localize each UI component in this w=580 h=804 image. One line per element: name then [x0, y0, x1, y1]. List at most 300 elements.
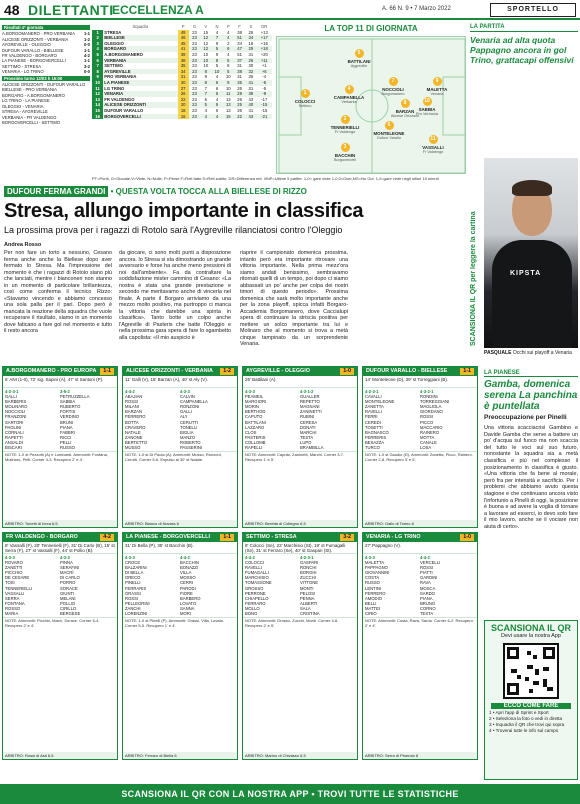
lineup-player: BARBERIS — [5, 399, 27, 405]
result-row — [2, 69, 90, 74]
player-team: Aygreville — [350, 64, 368, 68]
lineup-player: DE CESARE — [5, 575, 30, 581]
match-card — [122, 366, 238, 528]
match-card — [362, 532, 478, 760]
lineup-player: CAPUTO — [245, 414, 263, 420]
team-name: OLEGGIO — [104, 40, 124, 46]
standings-cell: 10 — [203, 51, 209, 57]
qr-side-text: SCANSIONA IL QR per leggere la cartina — [470, 211, 477, 346]
standings-cell: 13 — [223, 102, 234, 108]
player-name: MONTELEONE — [373, 131, 405, 136]
standings-cell: 37 — [234, 58, 245, 64]
standings-cell: 6 — [223, 46, 234, 52]
lineup-player: PASTERIS — [245, 434, 266, 440]
lineup-player: MACRÌ — [60, 570, 74, 576]
lineup-player: VERCELLI — [420, 560, 441, 566]
top11-player — [413, 135, 453, 154]
lineup-player: FIORE — [180, 590, 193, 596]
team-name: VENARIA — [103, 91, 177, 97]
lineup-player: FUMAGALLI — [245, 570, 269, 576]
match-lineups — [3, 388, 117, 451]
standings-cell: 4 — [227, 51, 230, 57]
lineup-player: ROSSI — [420, 565, 434, 571]
article-headline: Stresa, allungo importante in classifica — [4, 200, 364, 222]
result-match: A.BORGOMANERO - PRO VERBANIA — [2, 31, 76, 37]
standings-cell: 29 — [234, 91, 245, 97]
standings-cell: 41 — [248, 107, 254, 113]
standings-cell: 2 — [227, 40, 230, 46]
lineup-player: VASSALLI — [5, 590, 25, 596]
lineup-player: ROSSI — [125, 399, 139, 405]
standings-cell: 11 — [223, 91, 234, 97]
qr-code-icon[interactable] — [503, 643, 559, 699]
article-author: Andrea Rosso — [4, 242, 42, 248]
match-card — [362, 366, 478, 528]
results-column — [2, 24, 90, 174]
player-team: Verbania — [341, 100, 357, 104]
away-lineup — [300, 389, 355, 450]
standings-cell: 4 — [200, 114, 211, 120]
lineup-player: CIRIO — [365, 611, 377, 617]
player-number: 7 — [389, 77, 398, 86]
standings-col-header: S — [249, 24, 253, 29]
standings-cell: 25 — [234, 102, 245, 108]
team-name: VERBANIA — [103, 58, 177, 64]
lineup-player: SORACE — [60, 585, 78, 591]
lineup-player: FERRERO — [125, 414, 146, 420]
player-team: Fr Valdengo — [422, 150, 444, 154]
home-team: DUFOUR VARALLO — [366, 368, 417, 374]
lineup-player: ROBERTO — [180, 439, 201, 445]
lineup-player: MATTEI — [365, 605, 381, 611]
standings-cell: 43 — [245, 114, 256, 120]
match-teams: VENARIA - LG TRINO — [366, 534, 421, 540]
qr-steps — [485, 710, 577, 733]
player-name: BARZAN — [395, 109, 415, 114]
lineup-player: FERRERO — [365, 590, 386, 596]
kicker-text: • QUESTA VOLTA TOCCA ALLA BIELLESE DI RIZZO — [110, 187, 307, 196]
match-score: 1-1 — [100, 368, 114, 375]
formation: 4-4-2 — [125, 389, 135, 394]
standings-cell: 23 — [192, 51, 197, 57]
subsection-title: ECCELLENZA A — [112, 3, 204, 17]
standings-legend: PT=Punti, G=Giocate,V=Vinte, N=Nulle, P=Perse F=Reti fatte S=Reti subite, DR=Differenza reti. VMP=Ultime 5 partite. 1-0= gare vinte 1-0,0=Over,NG=No Gol. 1,0=gare vinte negli ultimi 15 minuti — [92, 176, 439, 181]
standings-cell: 7 — [211, 35, 222, 41]
away-team: VERBANIA — [184, 368, 213, 374]
formation: 4-2-3-1 — [365, 389, 379, 394]
match-notes: NOTE: 1-0 st Gaudio (D). Ammoniti: Zanetta, Picco, Rainero. Corner 2-8. Recupero 3' e 5'. — [363, 451, 477, 475]
top11-player — [329, 85, 369, 104]
footer-banner[interactable]: SCANSIONA IL QR CON LA NOSTRA APP • TROVI TUTTE LE STATISTICHE — [0, 784, 580, 804]
player-name: MALETTA — [426, 87, 448, 92]
standings-cell: 35 — [178, 63, 189, 69]
standings-cell: 23 — [192, 40, 197, 46]
formation: 4-3-3 — [125, 555, 135, 560]
match-notes: NOTE: 1-0 st Pinelli (P). Ammoniti: Grassi, Villa, Lovato. Corner 5-5. Recupero 1' e 4'. — [123, 617, 237, 641]
standings-cell: 2 — [92, 35, 103, 41]
match-header — [363, 533, 477, 542]
match-notes: NOTE: 1-0 st Pezzotti (A) e Lombardi. Ammoniti: Fontana, Molinaro, Pelli. Corner 4-3. Recupero 2' e 4'. — [3, 451, 117, 475]
lineup-player: RAPELLI — [245, 445, 263, 451]
lineup-player: MARIA — [5, 611, 19, 617]
lineup-player: RAPETTI — [5, 434, 23, 440]
standings-cell: 30 — [248, 63, 254, 69]
player-team: Borgovercelli — [334, 158, 356, 162]
lineup-player: BATTILANI — [245, 419, 266, 425]
team-name: AYGREVILLE — [103, 69, 177, 75]
standings-cell: 6 — [92, 58, 103, 64]
lineup-player: ZUCCHI — [300, 575, 316, 581]
standings-cell: 23 — [189, 102, 200, 108]
match-header — [123, 367, 237, 376]
lineup-player: BELLI — [365, 600, 377, 606]
formation: 3-5-2 — [60, 389, 70, 394]
lineup-player: PINNA — [60, 560, 73, 566]
lineup-player: BORGHI — [300, 570, 317, 576]
lineup-player: LOSA — [420, 445, 432, 451]
lineup-player: BERTHOD — [245, 409, 266, 415]
standings-cell: 23 — [192, 63, 197, 69]
match-card — [242, 366, 358, 528]
lineup-player: PELLI — [60, 439, 72, 445]
team-name: BORGOVERCELLI — [103, 114, 177, 120]
lineup-player: RAVELLI — [365, 409, 382, 415]
match-goals: 8' Colocci (Se), 22' Marchisio (St), 19' st Fumagalli (Se), 31' st Ferraro (Se), 40' st Gaspari (St). — [243, 542, 357, 554]
away-team: STRESA — [274, 534, 297, 540]
player-team: Borgomanero — [381, 92, 405, 96]
standings-cell: 32 — [245, 69, 256, 75]
lineup-player: ROVARO — [5, 560, 23, 566]
next-round-title: Prossimo turno 13/03 h 15:00 — [2, 76, 90, 81]
lineup-player: RONCHI — [300, 565, 317, 571]
match-teams: FR VALDENGO - BORGARO — [6, 534, 78, 540]
player-name: NOCCIOLI — [382, 87, 404, 92]
standings-cell: 51 — [237, 51, 242, 57]
standings-cell: 26 — [237, 96, 242, 102]
lineup-player: BRAMBILLA — [300, 445, 324, 451]
standings-col-header: N — [215, 24, 219, 29]
next-round-item: OLEGGIO - VENARIA — [2, 103, 44, 109]
lineup-player: GROSSO — [245, 585, 264, 591]
next-round-item: BORGOVERCELLI - SETTIMO — [2, 119, 61, 125]
standings-cell: 15 — [223, 114, 234, 120]
away-lineup — [60, 389, 115, 450]
next-round-item: STRESA - AYGREVILLE — [2, 109, 48, 115]
standings-cell: 4 — [204, 107, 207, 113]
away-team: OLEGGIO — [284, 368, 310, 374]
result-match: VENARIA - LG TRINO — [2, 69, 44, 75]
formation: 4-3-3 — [365, 555, 375, 560]
lineup-player: ROSSO — [5, 605, 21, 611]
standings-cell: 31 — [178, 74, 189, 80]
lineup-player: MACCARIO — [420, 424, 443, 430]
lineup-player: MILANI — [125, 404, 139, 410]
standings-cell: 5 — [211, 46, 222, 52]
away-lineup — [180, 555, 235, 616]
standings-cell: 10 — [200, 58, 211, 64]
formation: 4-3-3 — [180, 389, 190, 394]
standings-cell: 9 — [215, 51, 219, 57]
lineup-player: BACCHIN — [180, 560, 199, 566]
lineup-player: GASPARI — [300, 560, 319, 566]
away-team: LG TRINO — [394, 534, 421, 540]
top11-title: LA TOP 11 DI GIORNATA — [324, 24, 418, 33]
standings-cell: +17 — [257, 35, 273, 41]
lineup-player: MORI — [180, 611, 191, 617]
lineup-player: MUSSO — [125, 445, 141, 451]
standings-cell: 15 — [203, 29, 209, 35]
lineup-player: FERRERIS — [365, 434, 387, 440]
match-notes: NOTE: Ammoniti: Costa, Rava, Sardo. Corner 6-2. Recupero 2' e 4'. — [363, 617, 477, 641]
match-score: 1-0 — [340, 368, 354, 375]
lineup-player: TORREGGIANI — [420, 399, 450, 405]
match-teams: SETTIMO - STRESA — [246, 534, 297, 540]
match-goals: 25' Battilani (A). — [243, 376, 357, 388]
player-name: VASSALLI — [422, 145, 444, 150]
player-number: 4 — [345, 85, 354, 94]
formation: 4-3-3 — [5, 555, 15, 560]
lineup-player: BONO — [245, 611, 258, 617]
match-notes: NOTE: Ammoniti: Caputo, Zaninetti, Marchi. Corner 3-7. Recupero 1' e 5'. — [243, 451, 357, 475]
lineup-player: SALA — [300, 605, 311, 611]
player-number: 11 — [430, 136, 436, 142]
lineup-player: PENNA — [300, 595, 315, 601]
lineup-player: MARCHI — [300, 429, 317, 435]
lineup-player: RUSSO — [365, 580, 380, 586]
formation: 4-4-2 — [180, 555, 190, 560]
team-name: A.BORGOMANERO — [104, 51, 143, 57]
standings-cell: 4 — [215, 96, 219, 102]
lineup-player: CORNO — [420, 605, 436, 611]
lineup-player: PAPPAGNO — [365, 565, 388, 571]
lineup-player: AMODIO — [365, 595, 382, 601]
standings-cell: 5 — [211, 102, 222, 108]
top11-player — [369, 121, 409, 140]
standings-cell: +16 — [260, 40, 268, 46]
player-name: COLOCCI — [294, 99, 316, 104]
lineup-player: MOLLO — [245, 605, 260, 611]
standings-cell: 31 — [248, 51, 254, 57]
standings-cell: 9 — [92, 74, 103, 80]
match-referee: ARBITRO: Rossi di Asti 6,5 — [3, 752, 117, 759]
lineup-player: MOSSO — [180, 575, 196, 581]
lineup-player: SERRA — [5, 595, 20, 601]
standings-cell: 12 — [200, 35, 211, 41]
player-name: BATTILANI — [347, 59, 371, 64]
match-notes: NOTE: 1-0 st Di Paola (A). Ammoniti: Musso, Ronzoni, Cerutti. Corner 5-6. Espulso al 30' st Natale. — [123, 451, 237, 475]
result-score: 0-0 — [83, 69, 90, 75]
lineup-player: PASSERINI — [180, 445, 203, 451]
lineup-player: ABAJIAN — [125, 394, 143, 400]
lineup-player: SARTORI — [5, 419, 24, 425]
match-teams: ALICESE ORIZZONTI - VERBANIA — [126, 368, 213, 374]
standings-cell: 13 — [92, 97, 103, 103]
standings-cell: 35 — [248, 74, 254, 80]
match-header — [363, 367, 477, 376]
lineup-player: GIORDANO — [420, 409, 443, 415]
home-lineup — [5, 555, 60, 616]
results-title: Risultati 4ª giornata — [2, 25, 90, 30]
standings-cell: 11 — [92, 86, 103, 92]
team-name: DUFOUR VARALLO — [104, 107, 144, 113]
standings-cell: -17 — [261, 96, 268, 102]
lineup-player: MAGLIOLA — [420, 404, 442, 410]
player-name: CAMPANELLA — [333, 95, 365, 100]
result-match: ALICESE ORIZZONTI - VERBANIA — [2, 36, 69, 42]
player-name: BACCHIN — [334, 153, 356, 158]
standings-cell: 7 — [204, 85, 207, 91]
lineup-player: RICCI — [60, 434, 72, 440]
standings-cell: 15 — [92, 108, 103, 114]
standings-cell: 12 — [92, 91, 103, 97]
match-goals: 31' Di Bella (P), 35' st Bacchin (B). — [123, 542, 237, 554]
qr-title: SCANSIONA IL QR — [490, 623, 571, 633]
standings-cell: 26 — [245, 58, 256, 64]
lineup-player: MONTI — [300, 585, 314, 591]
standings-cell: 5 — [92, 52, 103, 58]
standings-cell: 1 — [92, 30, 103, 36]
article-column-1: Per non fare un torto a nessuno, Cesano ferma anche anche la Biellese dopo aver fermato lo Stresa. Ma l'impressione del momento è che i ragazzi di Rotolo siano più che lanciati, mentre i bianconeri non stanno in un momento di particolare brillantezza, così come conferma il tecnico Rizzo: «Stavamo vincendo e abbiamo concesso una sola palla per il pari. Dopo però è mancata la reazione della squadra che vuole recuperare il risultato, siamo in un momento dove faticano a fare gol nel momento e tutto il resto ancora — [4, 250, 112, 334]
lineup-player: PICCO — [420, 419, 434, 425]
next-round-item: LG TRINO - LA PIANESE — [2, 98, 50, 104]
match-score: 1-2 — [220, 368, 234, 375]
home-lineup — [365, 389, 420, 450]
result-score: 1-2 — [83, 36, 90, 42]
player-photo — [484, 158, 578, 348]
lineup-player: RUBERTO — [60, 404, 81, 410]
standings-table — [92, 24, 272, 174]
team-name: PRO VERBANIA — [104, 74, 137, 80]
qr-step: 3 • Inquadra il QR che trovi qui sopra — [489, 722, 565, 727]
standings-cell: 5 — [223, 58, 234, 64]
lineup-player: GRECO — [125, 575, 141, 581]
lineup-player: POLLIO — [60, 600, 76, 606]
standings-col-header: Squadra — [132, 24, 149, 29]
lineup-player: GALLI — [5, 394, 17, 400]
lineup-player: ZANONE — [125, 434, 143, 440]
lineup-player: CAMPANELLA — [180, 399, 208, 405]
standings-cell: 6 — [211, 80, 222, 86]
away-team: BORGOVERCELLI — [162, 534, 210, 540]
standings-cell: +6 — [257, 69, 273, 75]
result-match: FR VALDENGO - BORGARO — [2, 53, 57, 59]
lineup-player: COSTA — [365, 575, 380, 581]
player-team: Settimo — [298, 104, 312, 108]
standings-cell: 10 — [225, 74, 231, 80]
home-team: A.BORGOMANERO — [6, 368, 56, 374]
standings-cell: 4 — [223, 35, 234, 41]
top11-player — [339, 49, 379, 68]
result-match: LA PIANESE - BORGOVERCELLI — [2, 58, 66, 64]
lineup-player: PIANA — [60, 424, 73, 430]
lineup-player: BARBERO — [180, 595, 201, 601]
standings-cell: 20 — [178, 102, 189, 108]
standings-cell: 34 — [245, 35, 256, 41]
formation: 4-3-1-2 — [300, 389, 314, 394]
standings-cell: 34 — [178, 69, 189, 75]
lineup-player: RAVA — [420, 580, 431, 586]
player-team: Venaria — [430, 92, 444, 96]
lineup-player: TOSI — [5, 580, 15, 586]
lineup-player: PICCHIO — [5, 570, 23, 576]
qr-pattern — [505, 645, 557, 697]
standings-cell: 30 — [178, 80, 189, 86]
lineup-player: TESTA — [420, 611, 434, 617]
lineup-player: BONAZZI — [180, 565, 199, 571]
standings-cell: 5 — [223, 69, 234, 75]
standings-cell: 25 — [248, 29, 254, 35]
formation: 4-3-3 — [245, 389, 255, 394]
player-number: 1 — [301, 89, 310, 98]
standings-cell: -15 — [257, 102, 273, 108]
lineup-player: CERUTTI — [180, 419, 199, 425]
lineup-player: PARODI — [180, 585, 196, 591]
lineup-player: SERAFINI — [60, 565, 80, 571]
lineup-player: GALLI — [180, 409, 192, 415]
standings-cell: -5 — [262, 85, 267, 91]
standings-cell: 8 — [200, 69, 211, 75]
lineup-player: NATALE — [125, 429, 141, 435]
standings-cell: 23 — [189, 69, 200, 75]
match-score: 3-2 — [340, 534, 354, 541]
next-round-item: VERBANIA - FR VALDENGO — [2, 114, 57, 120]
home-team: SETTIMO — [246, 534, 270, 540]
standings-cell: +11 — [257, 58, 273, 64]
next-round-item: ALICESE ORIZZONTI - DUFOUR VARALLO — [2, 82, 86, 88]
lineup-player: PELLEGRINI — [125, 600, 150, 606]
lineup-player: BISCARI — [5, 445, 22, 451]
standings-cell: 23 — [189, 35, 200, 41]
player-number: 8 — [401, 99, 410, 108]
standings-cell: 18 — [248, 40, 254, 46]
standings-cell: 22 — [178, 97, 189, 103]
article-column-3: riaprire il campionato domenica prossima, intanto però era importante ritrovare una vittoria importante. Nella prima mezz'ora siamo andati benissimo, sembravamo ritornati quelli di un tempo, poi dopo ci siamo abbassati un po' anche per colpa dei nostri timori di questo periodo». Prossima domenica che sarà molto importante anche per la zona playoff, spicca infatti Borgaro-Accademia Borgomanero, dove Caccialupi spera di continuare la striscia positiva per mettere un solco importante tra lui e Molinaro che al momento si trova a metà cinque tampinato da un sorprendente Venaria. — [240, 250, 348, 347]
qr-promo-box — [484, 620, 578, 780]
standings-cell: +1 — [261, 63, 267, 69]
standings-cell: 7 — [92, 63, 103, 69]
standings-cell: 14 — [92, 102, 103, 108]
lineup-player: ZANCHI — [125, 605, 141, 611]
match-teams: AYGREVILLE - OLEGGIO — [246, 368, 310, 374]
standings-cell: 26 — [237, 107, 242, 113]
qr-step: 4 • Troverai tutte le info sul campo — [489, 728, 559, 733]
lineup-player: ALBERTI — [300, 600, 318, 606]
standings-cell: 26 — [178, 91, 189, 97]
caption-name: PASQUALE — [484, 350, 512, 356]
lineup-player: ANSALDI — [5, 439, 23, 445]
match-header — [243, 367, 357, 376]
standings-cell: 23 — [189, 80, 200, 86]
formation: 4-4-2 — [420, 555, 430, 560]
top11-player — [407, 97, 447, 116]
photo-hair — [512, 180, 552, 196]
standings-cell: 38 — [234, 69, 245, 75]
standings-cell: 5 — [211, 91, 222, 97]
standings-cell: 35 — [234, 80, 245, 86]
lineup-player: DI BELLA — [125, 570, 144, 576]
standings-cell: 47 — [234, 46, 245, 52]
standings-cell: 10 — [225, 85, 231, 91]
lineup-player: FERRI — [365, 414, 378, 420]
lineup-player: TESTA — [300, 434, 314, 440]
player-number: 6 — [385, 121, 394, 130]
lineup-player: CAVALLI — [365, 394, 382, 400]
standings-cell: 16 — [92, 114, 103, 120]
standings-col-header: P — [181, 24, 185, 29]
home-lineup — [125, 389, 180, 450]
match-goals: 6' ANI (1-0), 72' sig. Sapini (A), 47' st Santoni (P). — [3, 376, 117, 388]
match-header — [123, 533, 237, 542]
